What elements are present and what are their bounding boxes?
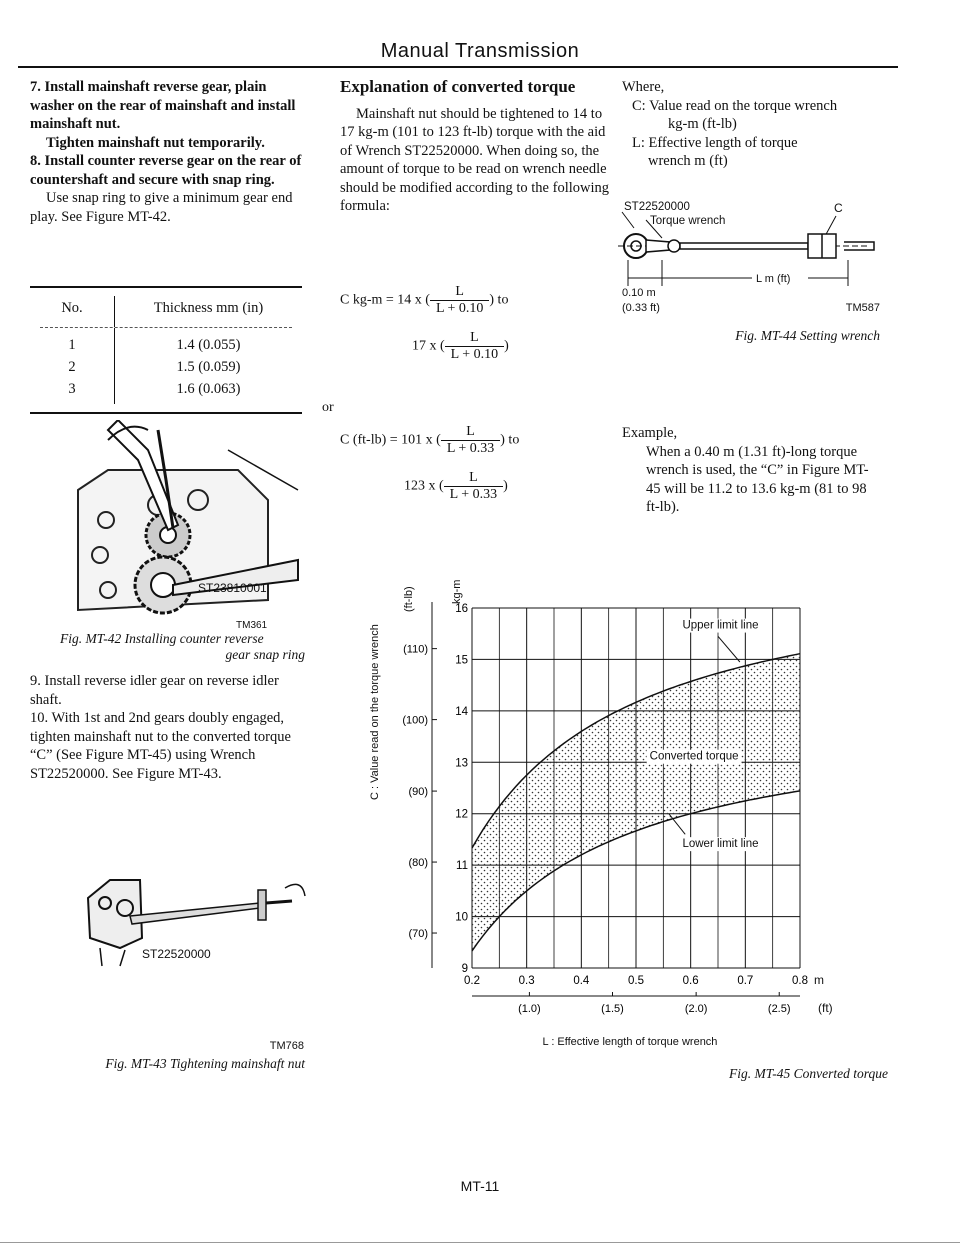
step-9: 9. Install reverse idler gear on reverse idler shaft.	[30, 673, 279, 708]
fig-44-dim-ft: (0.33 ft)	[622, 302, 660, 314]
y-tick-label: 14	[455, 705, 468, 718]
lower-limit-label: Lower limit line	[682, 838, 759, 851]
fig-42-tool-label: ST23810001	[198, 581, 267, 595]
x-ft-tick-label: (2.0)	[684, 1003, 708, 1015]
y-unit-ft: (ft-lb)	[403, 586, 415, 612]
example-label: Example,	[622, 425, 678, 441]
fig-42-caption-1: Fig. MT-42 Installing counter reverse	[60, 631, 264, 646]
x-axis-label: L : Effective length of torque wrench	[542, 1036, 718, 1048]
fig-44-c-label: C	[834, 201, 843, 215]
table-header-no: No.	[30, 296, 115, 327]
table-row: 3	[68, 381, 76, 397]
x-axis-ticks	[464, 975, 808, 996]
fig-43-illustration	[80, 868, 310, 968]
fig-44-torque-label: Torque wrench	[650, 215, 726, 227]
y-tick-label: 13	[455, 757, 468, 770]
formula-2: 17 x ( $\frac{L}{L + 0.10}$ )	[412, 330, 509, 362]
x-tick-label: 0.5	[628, 975, 644, 987]
step-7: 7. Install mainshaft reverse gear, plain washer on the rear of mainshaft and install mainshaft nut.	[30, 79, 296, 132]
c-definition-units: kg-m (ft-lb)	[668, 116, 737, 132]
fig-44-caption: Fig. MT-44 Setting wrench	[735, 328, 880, 343]
table-header-thickness: Thickness mm (in)	[153, 300, 264, 316]
table-cell: 1.5 (0.059)	[176, 359, 241, 375]
footer-rule	[0, 1242, 960, 1243]
fig-43-code: TM768	[269, 1040, 304, 1052]
x-tick-label: 0.8	[792, 975, 808, 987]
c-definition: C: Value read on the torque wrench	[632, 97, 838, 114]
fig-42-code: TM361	[236, 620, 268, 631]
table-cell: 1.6 (0.063)	[176, 381, 241, 397]
y-tick-label: 12	[455, 808, 468, 821]
table-top-rule	[30, 286, 302, 288]
fig-44-dim-m: 0.10 m	[622, 287, 656, 299]
column-left	[30, 78, 310, 226]
fig-44-tool-label: ST22520000	[624, 201, 690, 213]
section-title: Explanation of converted torque	[340, 77, 576, 96]
formula-or: or	[322, 400, 334, 415]
x-tick-label: 0.7	[737, 975, 754, 987]
y-ft-tick-label: (100)	[402, 714, 428, 727]
table-row: 1	[68, 337, 76, 353]
fig-45-caption: Fig. MT-45 Converted torque	[729, 1066, 888, 1081]
example-block	[622, 424, 882, 517]
column-left-lower	[30, 672, 310, 783]
upper-limit-label: Upper limit line	[682, 619, 759, 632]
x-tick-label: 0.4	[573, 975, 590, 987]
x-tick-label: 0.2	[464, 975, 480, 987]
fig-44-l-label: L m (ft)	[756, 273, 791, 285]
converted-torque-label: Converted torque	[649, 750, 739, 763]
x-tick-label: 0.3	[518, 975, 535, 987]
y-ft-tick-label: (70)	[408, 928, 428, 941]
y-ft-tick-label: (110)	[403, 643, 428, 656]
step-8-note: Use snap ring to give a minimum gear end play. See Figure MT-42.	[30, 190, 293, 225]
fig-44-code: TM587	[845, 302, 880, 314]
l-definition-units: wrench m (ft)	[648, 153, 728, 169]
formula-3: C (ft-lb) = 101 x ( $\frac{L}{L + 0.33}$ ) to	[340, 424, 520, 456]
y-tick-label: 16	[455, 603, 468, 615]
snap-ring-table	[30, 296, 302, 404]
y-ft-tick-label: (90)	[408, 786, 428, 799]
x-ft-tick-label: (1.5)	[601, 1003, 624, 1015]
x-ft-tick-label: (2.5)	[767, 1003, 791, 1015]
converted-torque-chart	[360, 560, 920, 1030]
table-bottom-rule	[30, 412, 302, 414]
y-unit-kgm: kg-m	[451, 579, 463, 604]
fig-42-caption-2: gear snap ring	[225, 647, 305, 662]
l-definition: L: Effective length of torque	[632, 134, 798, 151]
header-rule	[18, 66, 898, 68]
y-tick-label: 15	[455, 654, 468, 667]
step-7-note: Tighten mainshaft nut temporarily.	[46, 134, 265, 151]
step-8: 8. Install counter reverse gear on the rear of countershaft and secure with snap ring.	[30, 153, 302, 188]
y-tick-label: 11	[456, 860, 468, 873]
x-ft-tick-label: (1.0)	[518, 1003, 541, 1015]
x-axis-ticks-ft	[518, 992, 790, 1015]
page-number: MT-11	[460, 1178, 500, 1194]
formula-4: 123 x ( $\frac{L}{L + 0.33}$ )	[404, 470, 508, 502]
page-header: Manual Transmission	[380, 40, 580, 62]
example-body: When a 0.40 m (1.31 ft)-long torque wrench is used, the “C” in Figure MT-45 will be 11.2 to 13.6 kg-m (81 to 98 ft-lb).	[646, 443, 869, 515]
where-label: Where,	[622, 79, 665, 95]
x-axis-unit-ft: (ft)	[818, 1001, 833, 1015]
y-tick-label: 10	[455, 911, 468, 924]
step-10: 10. With 1st and 2nd gears doubly engaged, tighten mainshaft nut to the converted torque “C” (See Figure MT-45) using Wrench ST22520000. See Figure MT-43.	[30, 710, 291, 782]
fig-42-illustration	[48, 420, 308, 632]
table-row: 2	[68, 359, 76, 375]
section-body: Mainshaft nut should be tightened to 14 to 17 kg-m (101 to 123 ft-lb) torque with the aid of Wrench ST22520000. When doing so, the amount of torque to be read on wrench needle should be modified according to the following formula:	[340, 105, 610, 214]
y-ft-tick-label: (80)	[408, 857, 428, 870]
column-middle	[340, 78, 610, 216]
fig-43-caption: Fig. MT-43 Tightening mainshaft nut	[105, 1056, 305, 1071]
column-right	[622, 78, 882, 171]
y-axis-label: C : Value read on the torque wrench	[369, 624, 381, 800]
fig-43-tool-label: ST22520000	[142, 947, 211, 961]
formula-1: C kg-m = 14 x ( $\frac{L}{L + 0.10}$ ) to	[340, 284, 509, 316]
x-axis-unit: m	[814, 973, 824, 987]
x-tick-label: 0.6	[682, 975, 699, 987]
y-axis-ticks	[432, 602, 469, 975]
table-cell: 1.4 (0.055)	[176, 337, 241, 353]
fig-44-illustration	[612, 198, 884, 308]
y-tick-label: 9	[461, 963, 468, 975]
